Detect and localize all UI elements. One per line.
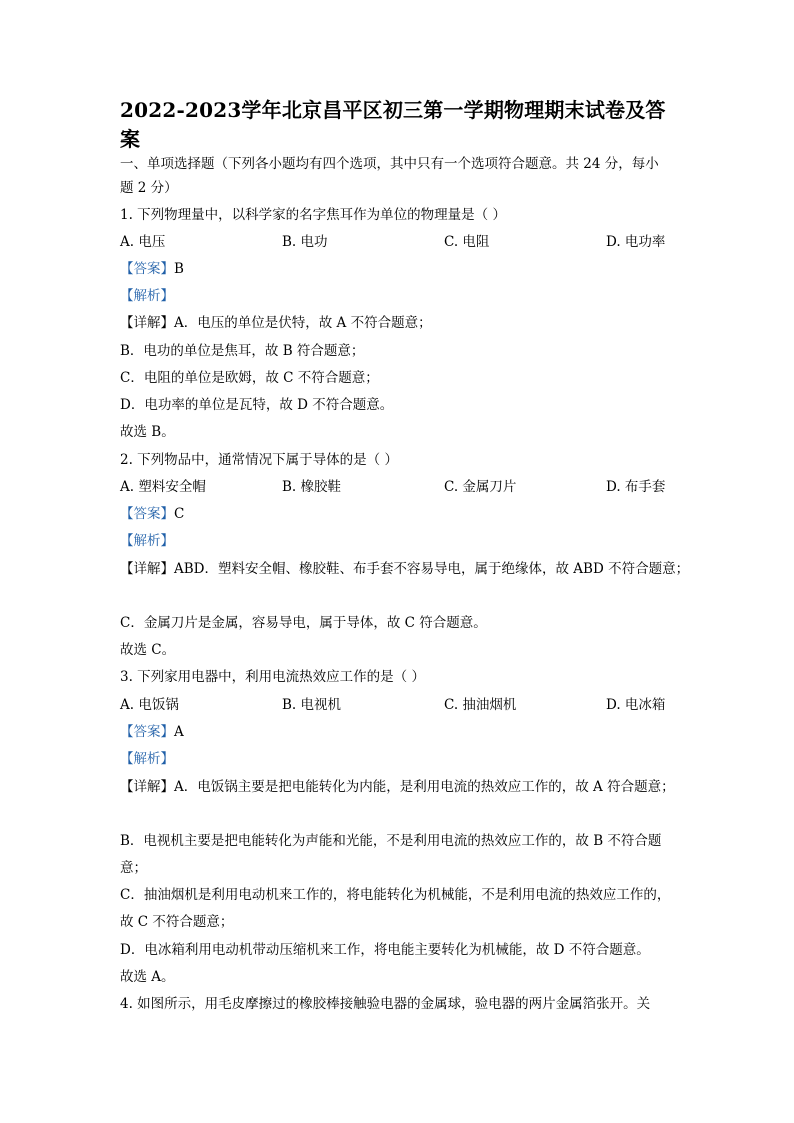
q1-detail (120, 313, 432, 333)
q1-stem: 1. 下列物理量中，以科学家的名字焦耳作为单位的物理量是（ ） (120, 207, 506, 223)
q2-detail (120, 559, 689, 579)
q3-detail (120, 777, 675, 797)
q2-option-a: A. 塑料安全帽 (120, 479, 206, 495)
section-header-line-2: 题 2 分） (120, 180, 178, 196)
q3-option-b: B. 电视机 (282, 697, 342, 713)
answer-value: A (174, 724, 184, 740)
answer-tag: 【答案】 (120, 261, 174, 277)
q3-answer (120, 722, 184, 742)
q1-line-d: D．电功率的单位是瓦特，故 D 不符合题意。 (120, 397, 394, 413)
q1-option-d: D. 电功率 (606, 234, 666, 250)
q3-line-b-1: B．电视机主要是把电能转化为声能和光能，不是利用电流的热效应工作的，故 B 不符合题 (120, 833, 662, 849)
q2-option-b: B. 橡胶鞋 (282, 479, 342, 495)
q3-option-a: A. 电饭锅 (120, 697, 179, 713)
q1-conclusion: 故选 B。 (120, 424, 175, 440)
q2-option-c: C. 金属刀片 (444, 479, 517, 495)
q3-conclusion: 故选 A。 (120, 969, 175, 985)
detail-text: ABD．塑料安全帽、橡胶鞋、布手套不容易导电，属于绝缘体，故 ABD 不符合题意； (174, 561, 690, 577)
section-header-line-1: 一、单项选择题（下列各小题均有四个选项，其中只有一个选项符合题意。共 24 分，每小 (120, 156, 659, 172)
document-title: 2022-2023学年北京昌平区初三第一学期物理期末试卷及答案 (120, 98, 666, 151)
q2-answer (120, 504, 184, 524)
q1-option-a: A. 电压 (120, 234, 166, 250)
q1-analysis-tag: 【解析】 (120, 288, 174, 304)
q2-line-c: C．金属刀片是金属，容易导电，属于导体，故 C 符合题意。 (120, 615, 487, 631)
q3-stem: 3. 下列家用电器中，利用电流热效应工作的是（ ） (120, 669, 425, 685)
q3-option-c: C. 抽油烟机 (444, 697, 517, 713)
q3-line-d: D．电冰箱利用电动机带动压缩机来工作，将电能主要转化为机械能，故 D 不符合题意。 (120, 942, 650, 958)
q2-option-d: D. 布手套 (606, 479, 666, 495)
detail-text: A．电饭锅主要是把电能转化为内能，是利用电流的热效应工作的，故 A 符合题意； (174, 779, 675, 795)
detail-tag: 【详解】 (120, 315, 174, 331)
q1-line-b: B．电功的单位是焦耳，故 B 符合题意； (120, 343, 365, 359)
q3-line-b-2: 意； (120, 860, 147, 876)
q1-option-b: B. 电功 (282, 234, 328, 250)
q4-stem: 4. 如图所示，用毛皮摩擦过的橡胶棒接触验电器的金属球，验电器的两片金属箔张开。关 (120, 996, 651, 1012)
q2-stem: 2. 下列物品中，通常情况下属于导体的是（ ） (120, 452, 398, 468)
q3-analysis-tag: 【解析】 (120, 751, 174, 767)
answer-value: B (174, 261, 184, 277)
detail-tag: 【详解】 (120, 779, 174, 795)
detail-tag: 【详解】 (120, 561, 174, 577)
detail-text: A．电压的单位是伏特，故 A 不符合题意； (174, 315, 432, 331)
q2-analysis-tag: 【解析】 (120, 533, 174, 549)
q3-line-c-1: C．抽油烟机是利用电动机来工作的，将电能转化为机械能，不是利用电流的热效应工作的， (120, 887, 671, 903)
answer-value: C (174, 506, 185, 522)
answer-tag: 【答案】 (120, 724, 174, 740)
q2-conclusion: 故选 C。 (120, 642, 176, 658)
q3-line-c-2: 故 C 不符合题意； (120, 914, 234, 930)
q1-option-c: C. 电阻 (444, 234, 490, 250)
answer-tag: 【答案】 (120, 506, 174, 522)
q1-answer (120, 259, 184, 279)
q1-line-c: C．电阻的单位是欧姆，故 C 不符合题意； (120, 370, 379, 386)
q3-option-d: D. 电冰箱 (606, 697, 666, 713)
